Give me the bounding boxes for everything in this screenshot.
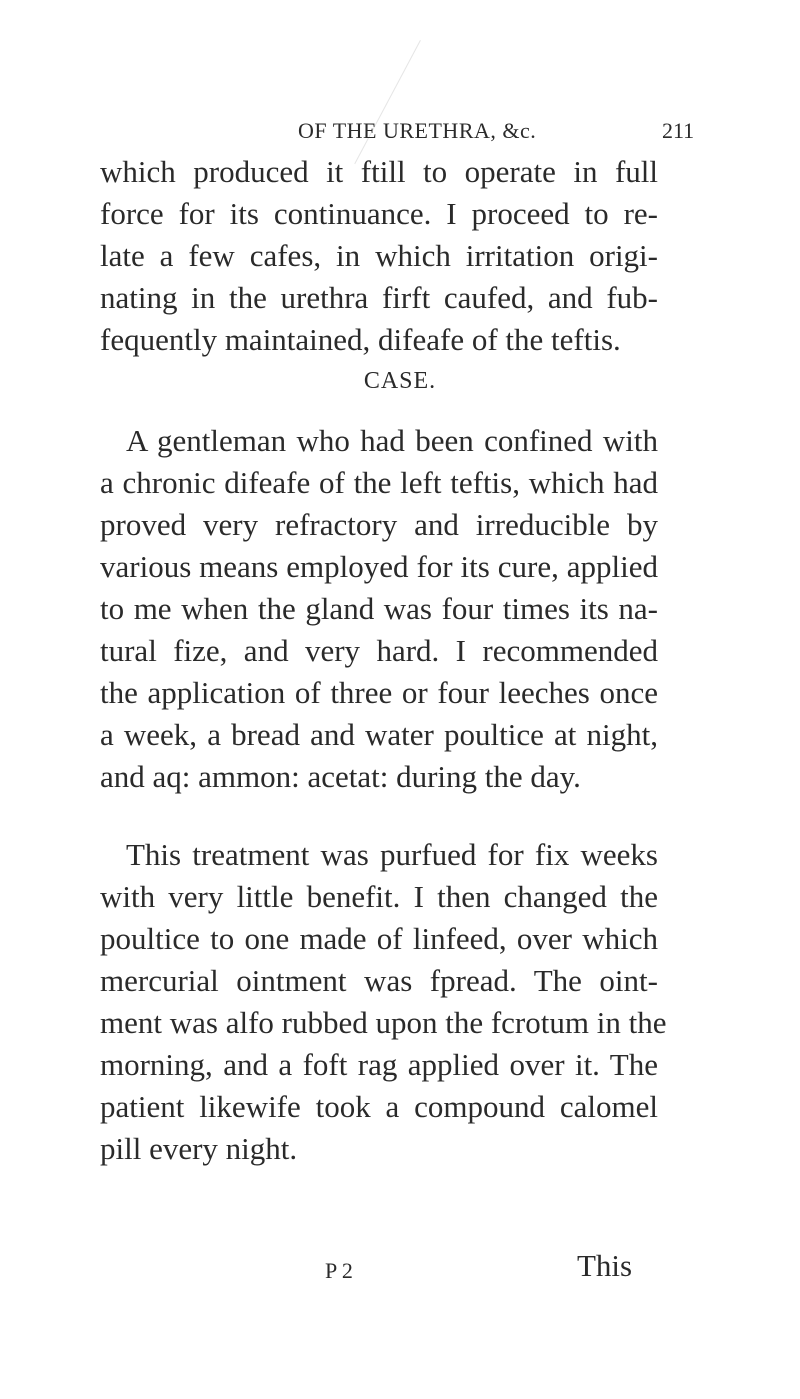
page-number: 211 bbox=[662, 118, 695, 143]
body-line: and aq: ammon: acetat: during the day. bbox=[100, 759, 581, 794]
body-line: proved very refractory and irreducible by bbox=[100, 507, 658, 542]
page-crease-mark bbox=[354, 40, 421, 164]
body-line: This treatment was purfued for fix weeks bbox=[126, 837, 658, 872]
body-line: nating in the urethra firft caufed, and fub- bbox=[100, 280, 658, 315]
body-line: fequently maintained, difeafe of the teftis. bbox=[100, 322, 621, 357]
body-line: a week, a bread and water poultice at night, bbox=[100, 717, 658, 752]
body-line: various means employed for its cure, applied bbox=[100, 549, 658, 584]
body-line: a chronic difeafe of the left teftis, which had bbox=[100, 465, 658, 500]
body-line: patient likewife took a compound calomel bbox=[100, 1089, 658, 1124]
body-line: A gentleman who had been confined with bbox=[126, 423, 658, 458]
body-line: ment was alfo rubbed upon the fcrotum in the bbox=[100, 1005, 667, 1040]
body-line: tural fize, and very hard. I recommended bbox=[100, 633, 658, 668]
body-line: which produced it ftill to operate in full bbox=[100, 154, 658, 189]
body-line: poultice to one made of linfeed, over which bbox=[100, 921, 658, 956]
body-line: force for its continuance. I proceed to re- bbox=[100, 196, 658, 231]
body-line: the application of three or four leeches once bbox=[100, 675, 658, 710]
case-heading: CASE. bbox=[363, 368, 437, 394]
body-line: with very little benefit. I then changed the bbox=[100, 879, 658, 914]
body-line: pill every night. bbox=[100, 1131, 298, 1166]
body-line: to me when the gland was four times its na- bbox=[100, 591, 658, 626]
running-title: OF THE URETHRA, &c. bbox=[298, 118, 537, 143]
catchword: This bbox=[577, 1248, 633, 1283]
signature-mark: P 2 bbox=[325, 1258, 353, 1283]
body-line: mercurial ointment was fpread. The oint- bbox=[100, 963, 658, 998]
body-line: morning, and a foft rag applied over it. The bbox=[100, 1047, 658, 1082]
body-line: late a few cafes, in which irritation origi- bbox=[100, 238, 658, 273]
